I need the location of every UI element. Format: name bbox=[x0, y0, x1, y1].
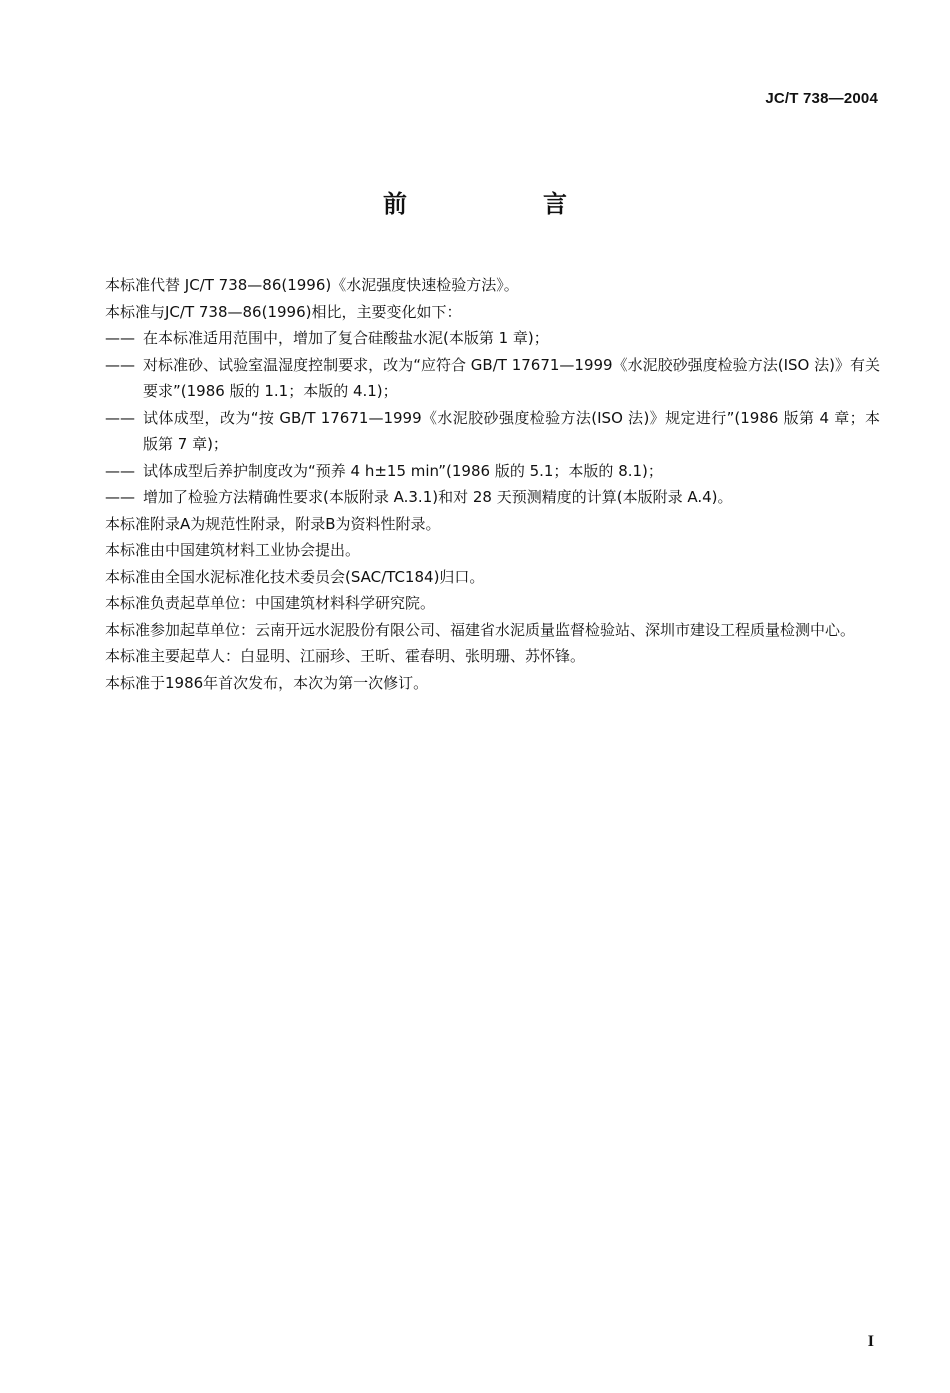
page-number: I bbox=[867, 1333, 874, 1350]
change-item-text: 试体成型，改为“按 GB/T 17671—1999《水泥胶砂强度检验方法(ISO 法)》规定进行”(1986 版第 4 章；本版第 7 章)； bbox=[143, 408, 880, 453]
dash-marker: —— bbox=[105, 329, 135, 347]
change-item-text: 在本标准适用范围中，增加了复合硅酸盐水泥(本版第 1 章)； bbox=[143, 329, 549, 347]
history-statement: 本标准于1986年首次发布，本次为第一次修订。 bbox=[105, 673, 429, 692]
change-item bbox=[67, 405, 880, 458]
foreword-body bbox=[67, 272, 880, 696]
standard-code: JC/T 738—2004 bbox=[765, 90, 878, 107]
participating-units-statement: 本标准参加起草单位：云南开远水泥股份有限公司、福建省水泥质量监督检验站、深圳市建设工程质量检测中心。 bbox=[105, 620, 856, 639]
comparison-statement: 本标准与JC/T 738—86(1996)相比，主要变化如下： bbox=[105, 302, 462, 321]
annex-statement: 本标准附录A为规范性附录，附录B为资料性附录。 bbox=[105, 514, 441, 533]
change-item-text: 对标准砂、试验室温湿度控制要求，改为“应符合 GB/T 17671—1999《水泥胶砂强度检验方法(ISO 法)》有关要求”(1986 版的 1.1；本版的 4.1)； bbox=[143, 355, 880, 400]
change-item-text: 增加了检验方法精确性要求(本版附录 A.3.1)和对 28 天预测精度的计算(本版附录 A.4)。 bbox=[143, 488, 733, 506]
change-item bbox=[67, 325, 880, 352]
change-item-text: 试体成型后养护制度改为“预养 4 h±15 min”(1986 版的 5.1；本版的 8.1)； bbox=[143, 461, 663, 480]
page-title: 前 言 bbox=[383, 190, 623, 218]
replacement-statement: 本标准代替 JC/T 738—86(1996)《水泥强度快速检验方法》。 bbox=[105, 276, 519, 294]
proposer-statement: 本标准由中国建筑材料工业协会提出。 bbox=[105, 541, 361, 559]
dash-marker: —— bbox=[105, 355, 135, 374]
dash-marker: —— bbox=[105, 461, 135, 480]
committee-statement: 本标准由全国水泥标准化技术委员会(SAC/TC184)归口。 bbox=[105, 567, 485, 586]
dash-marker: —— bbox=[105, 408, 135, 427]
drafters-statement: 本标准主要起草人：白显明、江丽珍、王昕、霍春明、张明珊、苏怀锋。 bbox=[105, 647, 586, 665]
drafting-unit-statement: 本标准负责起草单位：中国建筑材料科学研究院。 bbox=[105, 594, 436, 612]
change-item bbox=[67, 458, 880, 485]
change-item bbox=[67, 352, 880, 405]
dash-marker: —— bbox=[105, 488, 135, 506]
change-item bbox=[67, 484, 880, 511]
